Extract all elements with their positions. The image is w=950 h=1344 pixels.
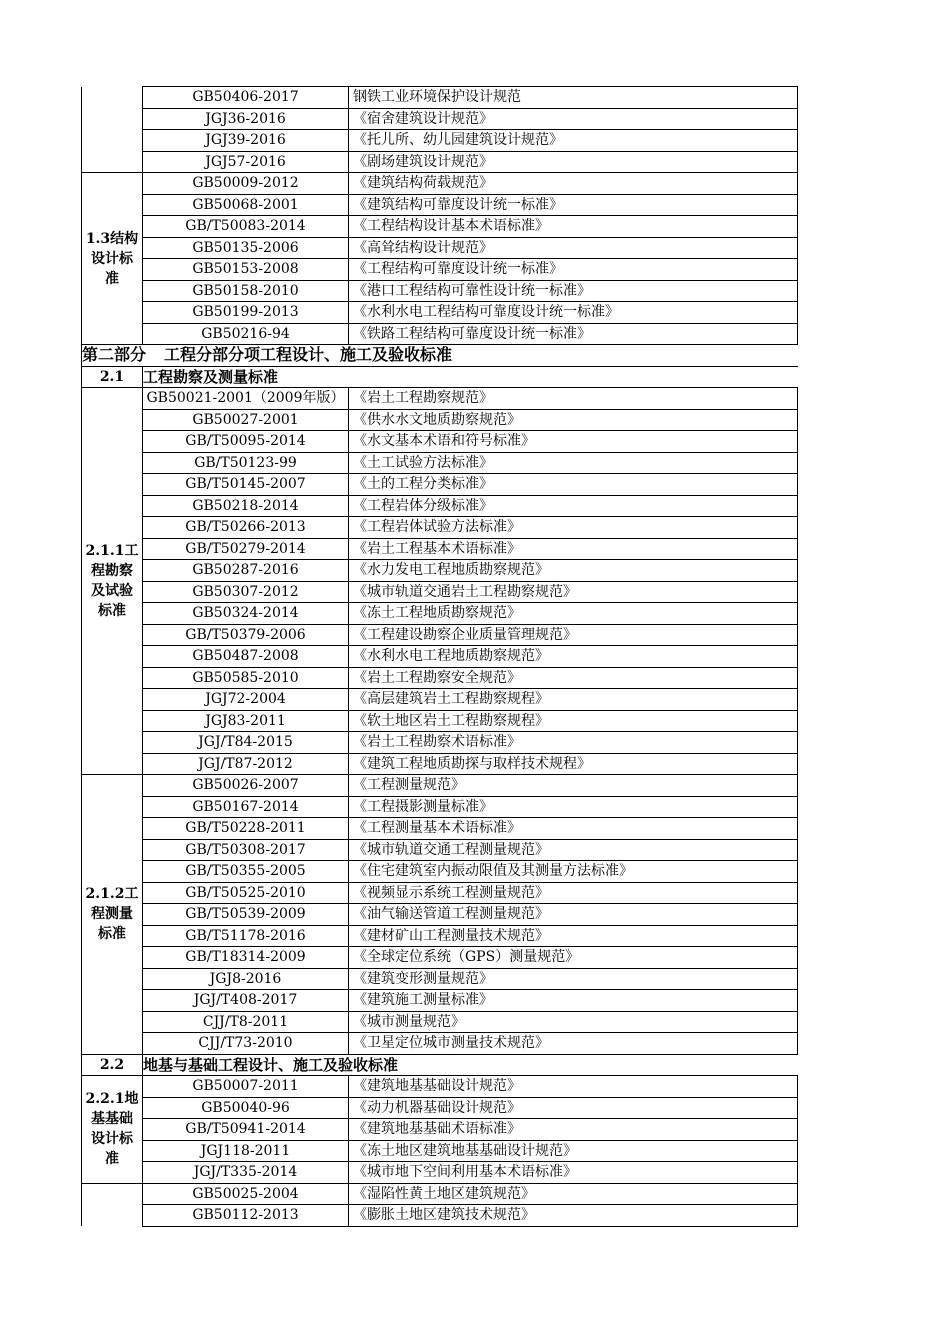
standard-code: JGJ83-2011 <box>143 710 349 732</box>
standards-table <box>81 86 798 1227</box>
standard-name: 《建筑地基基础术语标准》 <box>349 1119 798 1141</box>
standard-name: 《供水水文地质勘察规范》 <box>349 409 798 431</box>
standard-name: 《建筑变形测量规范》 <box>349 968 798 990</box>
standard-code: GB50009-2012 <box>143 173 349 195</box>
standard-name: 《工程岩体分级标准》 <box>349 495 798 517</box>
standard-name: 《剧场建筑设计规范》 <box>349 151 798 173</box>
standard-code: GB/T50525-2010 <box>143 882 349 904</box>
section-title: 工程勘察及测量标准 <box>143 366 798 388</box>
standard-row <box>82 710 798 732</box>
standard-name: 《水力发电工程地质勘察规范》 <box>349 560 798 582</box>
standard-code: CJJ/T8-2011 <box>143 1011 349 1033</box>
standard-code: CJJ/T73-2010 <box>143 1033 349 1055</box>
standard-row <box>82 517 798 539</box>
standard-row <box>82 947 798 969</box>
standard-code: GB50585-2010 <box>143 667 349 689</box>
section-heading-row <box>82 1054 798 1076</box>
standard-row <box>82 818 798 840</box>
standard-row <box>82 990 798 1012</box>
standard-code: GB50307-2012 <box>143 581 349 603</box>
standards-table-body <box>82 87 798 1227</box>
standard-name: 《工程岩体试验方法标准》 <box>349 517 798 539</box>
standard-name: 《建筑结构可靠度设计统一标准》 <box>349 194 798 216</box>
standard-code: GB50218-2014 <box>143 495 349 517</box>
section-number: 2.1 <box>82 366 143 388</box>
standard-code: JGJ118-2011 <box>143 1140 349 1162</box>
standard-row <box>82 1183 798 1205</box>
standard-code: GB/T50941-2014 <box>143 1119 349 1141</box>
standard-code: GB50135-2006 <box>143 237 349 259</box>
standard-row <box>82 1076 798 1098</box>
standard-code: GB/T18314-2009 <box>143 947 349 969</box>
part-label: 第二部分 <box>82 345 147 364</box>
standard-name: 《工程测量基本术语标准》 <box>349 818 798 840</box>
standard-row <box>82 151 798 173</box>
standard-name: 《岩土工程基本术语标准》 <box>349 538 798 560</box>
standard-code: GB/T51178-2016 <box>143 925 349 947</box>
standard-code: GB50287-2016 <box>143 560 349 582</box>
standard-code: GB50158-2010 <box>143 280 349 302</box>
standard-row <box>82 108 798 130</box>
standard-code: GB50026-2007 <box>143 775 349 797</box>
standard-code: GB50199-2013 <box>143 302 349 324</box>
standard-name: 《建筑施工测量标准》 <box>349 990 798 1012</box>
standard-code: GB50007-2011 <box>143 1076 349 1098</box>
standard-name: 《视频显示系统工程测量规范》 <box>349 882 798 904</box>
standards-table-sheet <box>81 86 797 1227</box>
standard-row <box>82 861 798 883</box>
part-heading-row <box>82 345 798 367</box>
standard-row <box>82 581 798 603</box>
standard-row <box>82 1205 798 1227</box>
standard-name: 《工程摄影测量标准》 <box>349 796 798 818</box>
standard-name: 《建筑地基基础设计规范》 <box>349 1076 798 1098</box>
standard-name: 《工程结构可靠度设计统一标准》 <box>349 259 798 281</box>
standard-code: JGJ36-2016 <box>143 108 349 130</box>
standard-name: 《水文基本术语和符号标准》 <box>349 431 798 453</box>
group-label-cell: 1.3结构设计标准 <box>82 173 143 345</box>
standard-row <box>82 409 798 431</box>
standard-row <box>82 130 798 152</box>
standard-name: 《动力机器基础设计规范》 <box>349 1097 798 1119</box>
standard-code: JGJ/T408-2017 <box>143 990 349 1012</box>
standard-row <box>82 753 798 775</box>
standard-code: GB/T50279-2014 <box>143 538 349 560</box>
standard-code: GB50167-2014 <box>143 796 349 818</box>
standard-name: 《岩土工程勘察术语标准》 <box>349 732 798 754</box>
standard-row <box>82 1140 798 1162</box>
standard-row <box>82 732 798 754</box>
section-number: 2.2 <box>82 1054 143 1076</box>
standard-code: GB/T50308-2017 <box>143 839 349 861</box>
standard-name: 《工程测量规范》 <box>349 775 798 797</box>
standard-name: 《港口工程结构可靠性设计统一标准》 <box>349 280 798 302</box>
standard-row <box>82 216 798 238</box>
standard-row <box>82 839 798 861</box>
standard-name: 《工程结构设计基本术语标准》 <box>349 216 798 238</box>
standard-row <box>82 538 798 560</box>
standard-row <box>82 237 798 259</box>
standard-row <box>82 259 798 281</box>
standard-row <box>82 173 798 195</box>
standard-code: GB50025-2004 <box>143 1183 349 1205</box>
standard-row <box>82 624 798 646</box>
standard-name: 《城市测量规范》 <box>349 1011 798 1033</box>
standard-name: 《建材矿山工程测量技术规范》 <box>349 925 798 947</box>
standard-code: GB50487-2008 <box>143 646 349 668</box>
standard-row <box>82 388 798 410</box>
standard-name: 《建筑结构荷载规范》 <box>349 173 798 195</box>
standard-code: GB50406-2017 <box>143 87 349 109</box>
standard-code: GB/T50266-2013 <box>143 517 349 539</box>
standard-name: 《托儿所、幼儿园建筑设计规范》 <box>349 130 798 152</box>
standard-name: 《高耸结构设计规范》 <box>349 237 798 259</box>
standard-name: 《建筑工程地质勘探与取样技术规程》 <box>349 753 798 775</box>
standard-name: 《宿舍建筑设计规范》 <box>349 108 798 130</box>
standard-name: 《冻土地区建筑地基基础设计规范》 <box>349 1140 798 1162</box>
standard-code: GB50040-96 <box>143 1097 349 1119</box>
standard-code: JGJ57-2016 <box>143 151 349 173</box>
standard-name: 钢铁工业环境保护设计规范 <box>349 87 798 109</box>
standard-name: 《油气输送管道工程测量规范》 <box>349 904 798 926</box>
standard-row <box>82 194 798 216</box>
group-label-cell: 2.2.1地基基础设计标准 <box>82 1076 143 1184</box>
part-heading <box>82 345 798 367</box>
standard-name: 《全球定位系统（GPS）测量规范》 <box>349 947 798 969</box>
standard-name: 《湿陷性黄土地区建筑规范》 <box>349 1183 798 1205</box>
standard-row <box>82 280 798 302</box>
standard-code: GB50324-2014 <box>143 603 349 625</box>
standard-name: 《城市地下空间利用基本术语标准》 <box>349 1162 798 1184</box>
standard-row <box>82 603 798 625</box>
standard-code: JGJ8-2016 <box>143 968 349 990</box>
standard-code: GB/T50123-99 <box>143 452 349 474</box>
section-heading-row <box>82 366 798 388</box>
standard-row <box>82 560 798 582</box>
standard-code: GB50068-2001 <box>143 194 349 216</box>
standard-row <box>82 1162 798 1184</box>
standard-row <box>82 968 798 990</box>
standard-name: 《卫星定位城市测量技术规范》 <box>349 1033 798 1055</box>
standard-row <box>82 474 798 496</box>
standard-row <box>82 1011 798 1033</box>
standard-row <box>82 689 798 711</box>
standard-code: GB/T50095-2014 <box>143 431 349 453</box>
standard-code: GB50112-2013 <box>143 1205 349 1227</box>
group-label-cell <box>82 1183 143 1226</box>
standard-row <box>82 646 798 668</box>
standard-name: 《土的工程分类标准》 <box>349 474 798 496</box>
standard-code: GB/T50145-2007 <box>143 474 349 496</box>
standard-name: 《膨胀土地区建筑技术规范》 <box>349 1205 798 1227</box>
standard-row <box>82 796 798 818</box>
standard-row <box>82 323 798 345</box>
standard-row <box>82 302 798 324</box>
standard-code: JGJ39-2016 <box>143 130 349 152</box>
standard-row <box>82 925 798 947</box>
standard-code: GB50153-2008 <box>143 259 349 281</box>
standard-row <box>82 431 798 453</box>
standard-name: 《水利水电工程地质勘察规范》 <box>349 646 798 668</box>
standard-row <box>82 882 798 904</box>
standard-code: GB/T50539-2009 <box>143 904 349 926</box>
standard-code: JGJ/T335-2014 <box>143 1162 349 1184</box>
standard-name: 《铁路工程结构可靠度设计统一标准》 <box>349 323 798 345</box>
standard-row <box>82 87 798 109</box>
group-label-cell: 2.1.1工程勘察及试验标准 <box>82 388 143 775</box>
standard-name: 《水利水电工程结构可靠度设计统一标准》 <box>349 302 798 324</box>
standard-name: 《高层建筑岩土工程勘察规程》 <box>349 689 798 711</box>
standard-code: GB/T50083-2014 <box>143 216 349 238</box>
standard-name: 《岩土工程勘察安全规范》 <box>349 667 798 689</box>
standard-row <box>82 667 798 689</box>
standard-code: JGJ72-2004 <box>143 689 349 711</box>
standard-code: GB/T50228-2011 <box>143 818 349 840</box>
part-title: 工程分部分项工程设计、施工及验收标准 <box>164 345 453 364</box>
standard-name: 《城市轨道交通工程测量规范》 <box>349 839 798 861</box>
standard-name: 《住宅建筑室内振动限值及其测量方法标准》 <box>349 861 798 883</box>
standard-code: GB50021-2001（2009年版） <box>143 388 349 410</box>
standard-code: GB50216-94 <box>143 323 349 345</box>
standard-name: 《软土地区岩土工程勘察规程》 <box>349 710 798 732</box>
standard-row <box>82 1097 798 1119</box>
group-label-cell: 2.1.2工程测量标准 <box>82 775 143 1055</box>
standard-name: 《岩土工程勘察规范》 <box>349 388 798 410</box>
standard-name: 《城市轨道交通岩土工程勘察规范》 <box>349 581 798 603</box>
standard-row <box>82 904 798 926</box>
section-title: 地基与基础工程设计、施工及验收标准 <box>143 1054 798 1076</box>
standard-code: JGJ/T84-2015 <box>143 732 349 754</box>
standard-name: 《土工试验方法标准》 <box>349 452 798 474</box>
standard-row <box>82 1033 798 1055</box>
standard-code: GB50027-2001 <box>143 409 349 431</box>
standard-code: GB/T50379-2006 <box>143 624 349 646</box>
standard-code: GB/T50355-2005 <box>143 861 349 883</box>
standard-code: JGJ/T87-2012 <box>143 753 349 775</box>
standard-row <box>82 775 798 797</box>
standard-name: 《工程建设勘察企业质量管理规范》 <box>349 624 798 646</box>
standard-row <box>82 495 798 517</box>
standard-row <box>82 452 798 474</box>
standard-row <box>82 1119 798 1141</box>
group-label-cell <box>82 87 143 173</box>
standard-name: 《冻土工程地质勘察规范》 <box>349 603 798 625</box>
